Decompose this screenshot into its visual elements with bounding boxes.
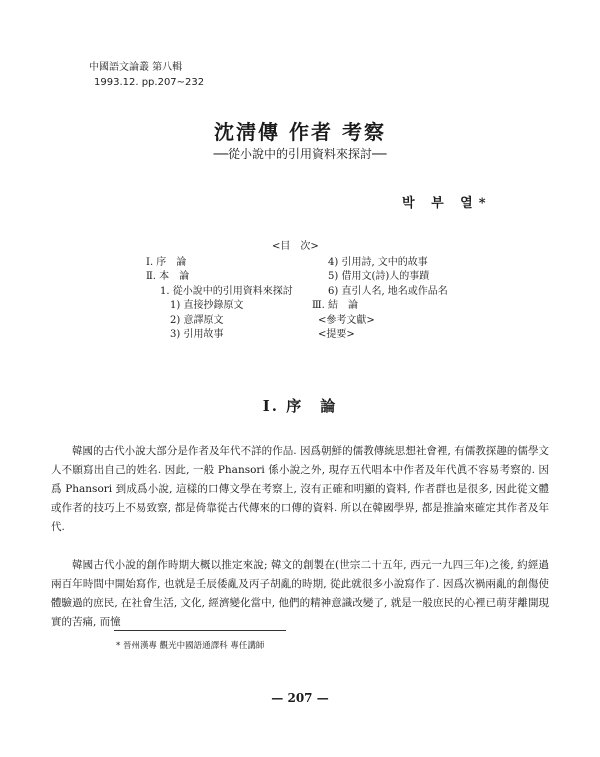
toc-item: <參考文獻> bbox=[318, 315, 375, 326]
journal-name: 中國語文論叢 第八輯 bbox=[89, 62, 183, 73]
toc-item: <提要> bbox=[318, 329, 355, 340]
toc-item: 4) 引用詩, 文中的故事 bbox=[328, 257, 428, 268]
body-paragraph: 韓國的古代小說大部分是作者及年代不詳的作品. 因爲朝鮮的儒教傳統思想社會裡, 有儒教探趣的儒學文人不願寫出自己的姓名. 因此, 一般 Phansori 係小說之外, 現存五代唱本中作者及年代眞不容易考察的. 因爲 Phansori 到成爲小說, 這樣的口傳文學在考察上, 沒有正確和明顯的資料, 作者群也是很多, 因此從文體或作者的技巧上不易致察, 都是倚靠從古代傳來的口傳的資料. 所以在韓國學界, 都是推論來確定其作者及年代. bbox=[51, 445, 549, 533]
toc-item: Ⅲ. 結 論 bbox=[312, 300, 359, 311]
issue-info: 1993.12. pp.207∼232 bbox=[94, 77, 205, 88]
toc-item: Ⅰ. 序 論 bbox=[146, 257, 187, 268]
toc-item: 5) 借用文(詩)人的事蹟 bbox=[328, 271, 430, 282]
body-paragraph: 韓國古代小說的創作時期大概以推定來說; 韓文的創製在(世宗二十五年, 西元一九四三年)之後, 約經過兩百年時間中開始寫作, 也就是壬辰倭亂及丙子胡亂的時期, 從此就很多小說寫作了. 因爲次禍兩亂的創傷使體驗過的庶民, 在社會生活, 文化, 經濟變化當中, 他們的精神意識改變了, 就是一般庶民的心裡已萌芽離開現實的苦痛, 而憧 bbox=[51, 559, 549, 628]
toc-item: 3) 引用故事 bbox=[170, 329, 224, 340]
toc-item: 1) 直接抄錄原文 bbox=[170, 300, 244, 311]
toc-item: 1. 從小說中的引用資料來探討 bbox=[160, 286, 293, 297]
author-name: 박 부 열* bbox=[402, 196, 492, 211]
toc-heading: <目 次> bbox=[272, 241, 319, 252]
paper-subtitle: ──從小說中的引用資料來探討── bbox=[213, 147, 387, 161]
page-number: — 207 — bbox=[271, 691, 329, 705]
toc-item: 6) 直引人名, 地名或作品名 bbox=[328, 286, 448, 297]
toc-item: 2) 意譯原文 bbox=[170, 315, 224, 326]
toc-item: Ⅱ. 本 論 bbox=[146, 271, 190, 282]
footnote-rule bbox=[114, 630, 286, 631]
footnote: * 晉州漢專 觀光中國語通譯科 專任講師 bbox=[116, 641, 265, 651]
paper-title: 沈淸傳 作者 考察 bbox=[214, 120, 386, 144]
section-heading: Ⅰ. 序 論 bbox=[262, 397, 338, 415]
